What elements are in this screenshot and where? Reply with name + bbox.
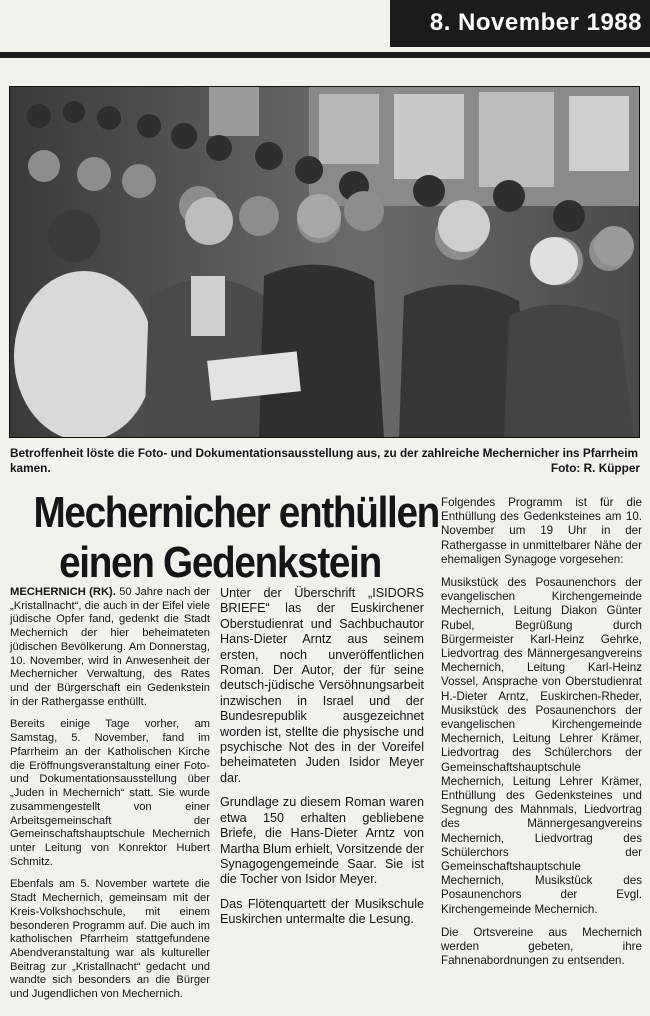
paragraph-8: Musikstück des Posaunenchors der evangelischen Kirchengemeinde Mechernich, Leitung Diakon Günter Rubel, Begrüßung durch Bürgermeister Karl-Heinz Gehrke, Liedvortrag des Männergesangvereins Mechernich, Leitung Karl-Heinz Vossel, Ansprache von Oberstudienrat H.-Dieter Arntz, Euskirchen-Rheder, Musikstück des Posaunenchors der evangelischen Kirchengemeinde Mechernich, Leitung Lehrer Krämer, Liedvortrag des Schülerchors der Gemeinschaftshauptschule Mechernich, Leitung Lehrer Krämer, Enthüllung des Gedenksteines und Segnung des Mahnmals, Liedvortrag des Männergesangvereins Mechernich, Liedvortrag des Schülerchors der Gemeinschaftshauptschule Mechernich, Musikstück des Posaunenchors der Evgl. Kirchengemeinde Mechernich. <box>441 576 642 916</box>
dateline: MECHERNICH (RK). <box>10 586 116 598</box>
masthead-date: 8. November 1988 <box>429 9 642 36</box>
paragraph-9: Die Ortsvereine aus Mechernich werden gebeten, ihre Fahnenabordnungen zu entsenden. <box>441 925 642 968</box>
photo-caption <box>10 446 642 476</box>
paragraph-5: Grundlage zu diesem Roman waren etwa 150 erhalten gebliebene Briefe, die Hans-Dieter Arntz von Martha Blum erhielt, Vorsitzende der Synagogengemeinde Saar. Sie ist die Tocher von Isidor Meyer. <box>220 795 424 887</box>
masthead-rule <box>0 52 650 58</box>
article-column-3 <box>441 496 642 978</box>
article-column-2 <box>220 586 424 937</box>
masthead-date-box <box>384 0 650 47</box>
paragraph-intro <box>10 586 210 709</box>
article-headline <box>33 488 440 588</box>
photo-credit: Foto: R. Küpper <box>550 461 640 475</box>
paragraph-7: Folgendes Programm ist für die Enthüllung des Gedenksteines am 10. November um 19 Uhr in der Rathergasse in unmittelbarer Nähe der ehemaligen Synagoge vorgesehen: <box>441 496 642 566</box>
paragraph-3: Ebenfals am 5. November wartete die Stadt Mechernich, gemeinsam mit der Kreis-Volkshochschule, mit einem besonderen Programm auf. Die auch im katholischen Pfarrheim stattgefundene Abendveranstaltung war als kultureller Beitrag zur „Kristallnacht“ gedacht und wandte sich besonders an die Bürger und Jugendlichen von Mechernich. <box>10 878 210 1001</box>
paragraph-6: Das Flötenquartett der Musikschule Euskirchen untermalte die Lesung. <box>220 896 424 927</box>
article-column-1 <box>10 586 210 1011</box>
headline-line-1: Mechernicher enthüllen <box>33 488 440 537</box>
paragraph-1: 50 Jahre nach der „Kristallnacht“, die auch in der Eifel viele jüdische Opfer fand, gedenkt die Stadt Mechernich der hier beheimateten jüdischen Bevölkerung. Am Donnerstag, 10. November, wird in Anwesenheit der Mechernicher Verwaltung, des Rates und der Bürgerschaft ein Gedenkstein in der Rathergasse enthüllt. <box>10 586 211 708</box>
paragraph-2: Bereits einige Tage vorher, am Samstag, 5. November, fand im Pfarrheim an der Katholischen Kirche die Eröffnungsveranstaltung einer Foto- und Dokumentationsausstellung über „Juden in Mechernich“ statt. Sie wurde zusammengestellt von einer Arbeitsgemeinschaft der Gemeinschaftshauptschule Mechernich unter Leitung von Konrektor Hubert Schmitz. <box>10 718 210 868</box>
audience-photo-icon <box>9 86 640 438</box>
headline-line-2: einen Gedenkstein <box>59 538 381 587</box>
caption-text: Betroffenheit löste die Foto- und Dokumentationsausstellung aus, zu der zahlreiche Mechernicher ins Pfarrheim kamen. <box>10 446 638 475</box>
paragraph-4: Unter der Überschrift „ISIDORS BRIEFE“ las der Euskirchener Oberstudienrat und Sachbuchautor Hans-Dieter Arntz aus seinem ersten, noch unveröffentlichen Roman. Der Autor, der für seine deutsch-jüdische Versöhnungsarbeit inzwischen in Israel und der Bundesrepublik ausgezeichnet worden ist, stellte die physische und psychische Not des in der Voreifel beheimateten Juden Isidor Meyer dar. <box>220 586 424 785</box>
photo-illustration <box>9 86 640 438</box>
